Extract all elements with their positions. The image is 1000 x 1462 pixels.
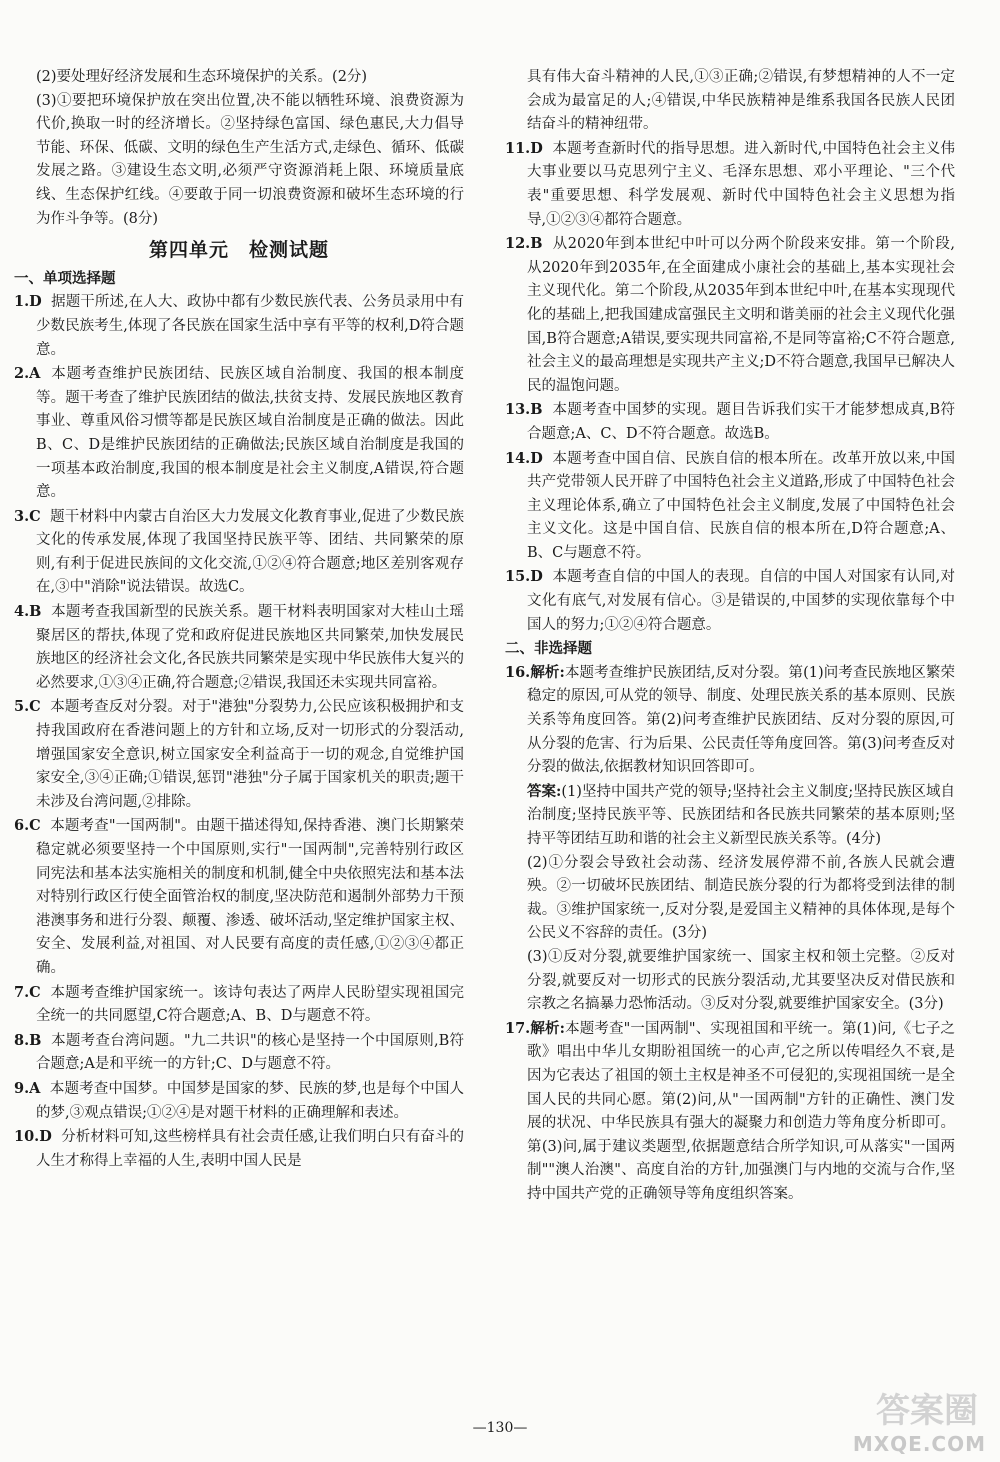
answer-text: 分析材料可知,这些榜样具有社会责任感,让我们明白只有奋斗的人生才称得上幸福的人生,表明中国人民是: [36, 1129, 465, 1169]
answer-number: 16.: [505, 663, 531, 681]
answer-item: [14, 362, 464, 505]
page-number: —130—: [472, 1420, 528, 1436]
answer-continuation: 具有伟大奋斗精神的人民,①③正确;②错误,有梦想精神的人不一定会成为最富足的人;④错误,中华民族精神是维系我国各民族人民团结奋斗的精神纽带。: [527, 69, 955, 133]
unit-title: 第四单元 检测试题: [148, 239, 329, 262]
left-column: [14, 66, 464, 1173]
section-heading: 二、非选择题: [505, 640, 592, 658]
answer-item: [14, 1077, 464, 1125]
answer-text: 本题考查中国自信、民族自信的根本所在。改革开放以来,中国共产党带领人民开辟了中国特色社会主义道路,形成了中国特色社会主义理论体系,确立了中国特色社会主义制度,发展了中国特色社会主义文化。这是中国自信、民族自信的根本所在,D符合题意;A、B、C与题意不符。: [527, 450, 956, 561]
answer-number: 6.C: [14, 817, 41, 835]
answer-paragraph: (2)①分裂会导致社会动荡、经济发展停滞不前,各族人民就会遭殃。②一切破坏民族团结、制造民族分裂的行为都将受到法律的制裁。③维护国家统一,反对分裂,是爱国主义精神的具体体现,是每个公民义不容辞的责任。(3分): [527, 854, 955, 942]
answer-number: 9.A: [14, 1079, 41, 1097]
answer-number: 13.B: [505, 401, 543, 419]
answer-number: 5.C: [14, 698, 41, 716]
intro-paragraph: (2)要处理好经济发展和生态环境保护的关系。(2分): [36, 69, 368, 85]
answer-item: [14, 600, 464, 695]
answer-item: [505, 398, 955, 446]
answer-number: 11.D: [505, 139, 543, 157]
answer-paragraph: (3)①反对分裂,就要维护国家统一、国家主权和领土完整。②反对分裂,就要反对一切形式的民族分裂活动,尤其要坚决反对借民族和宗教之名搞暴力恐怖活动。③反对分裂,就要维护国家安全。(3分): [527, 948, 955, 1013]
answer-number: 14.D: [505, 449, 543, 467]
right-column: [505, 66, 955, 1207]
answer-number: 8.B: [14, 1031, 42, 1049]
answer-text: 题干材料中内蒙古自治区大力发展文化教育事业,促进了少数民族文化的传承发展,体现了我国坚持民族平等、团结、共同繁荣的原则,有利于促进民族间的文化交流,①②④符合题意;地区差别客观存在,③中"消除"说法错误。故选C。: [36, 508, 464, 596]
answer-text: 本题考查我国新型的民族关系。题干材料表明国家对大桂山土瑶聚居区的帮扶,体现了党和政府促进民族地区共同繁荣,加快发展民族地区的经济社会文化,各民族共同繁荣是实现中华民族伟大复兴的必然要求,①③④正确,符合题意;②错误,我国还未实现共同富裕。: [36, 604, 465, 691]
answer-item: [505, 232, 955, 398]
answer-item: [505, 565, 955, 637]
answer-text: 本题考查中国梦的实现。题目告诉我们实干才能梦想成真,B符合题意;A、C、D不符合题意。故选B。: [527, 402, 956, 442]
answer-item: [14, 814, 464, 980]
answer-text: 本题考查维护国家统一。该诗句表达了两岸人民盼望实现祖国完全统一的共同愿望,C符合题意;A、B、D与题意不符。: [36, 984, 465, 1025]
answer-item: [14, 1125, 464, 1173]
answer-number: 15.D: [505, 568, 543, 586]
answer-item: [505, 447, 955, 566]
answer-text: 本题考查维护民族团结、民族区域自治制度、我国的根本制度等。题干考查了维护民族团结的做法,扶贫支持、发展民族地区教育事业、尊重风俗习惯等都是民族区域自治制度是正确的做法。因此B、C、D是维护民族团结的正确做法;民族区域自治制度是我国的一项基本政治制度,我国的根本制度是社会主义制度,A错误,符合题意。: [36, 366, 465, 501]
answer-number: 7.C: [14, 983, 41, 1001]
answer-text: 据题干所述,在人大、政协中都有少数民族代表、公务员录用中有少数民族考生,体现了各民族在国家生活中享有平等的权利,D符合题意。: [36, 294, 465, 358]
answer-text: 从2020年到本世纪中叶可以分两个阶段来安排。第一个阶段,从2020年到2035年,在全面建成小康社会的基础上,基本实现社会主义现代化。第二个阶段,从2035年到本世纪中叶,在基本实现现代化的基础上,把我国建成富强民主文明和谐美丽的社会主义现代化强国,B符合题意;A错误,要实现共同富裕,不是同等富裕;C不符合题意,社会主义的最高理想是实现共产主义;D不符合题意,我国早已解决人民的温饱问题。: [527, 236, 956, 394]
answer-number: 2.A: [14, 365, 41, 383]
answer-item: [505, 137, 955, 232]
analysis-label: 解析:: [530, 663, 565, 681]
answer-number: 1.D: [14, 293, 42, 311]
answer-label: 答案:: [527, 782, 562, 800]
intro-paragraph: (3)①要把环境保护放在突出位置,决不能以牺牲环境、浪费资源为代价,换取一时的经济增长。②坚持绿色富国、绿色惠民,大力倡导节能、环保、低碳、文明的绿色生产生活方式,走绿色、循环、低碳发展之路。③建设生态文明,必须严守资源消耗上限、环境质量底线、生态保护红线。④要敢于同一切浪费资源和破坏生态环境的行为作斗争等。(8分): [36, 92, 464, 227]
analysis-text: 本题考查"一国两制"、实现祖国和平统一。第(1)问,《七子之歌》唱出中华儿女期盼祖国统一的心声,它之所以传唱经久不衰,是因为它表达了祖国的领土主权是神圣不可侵犯的,实现祖国统一是全国人民的共同心愿。第(2)问,从"一国两制"方针的正确性、澳门发展的状况、中华民族具有强大的凝聚力和创造力等角度分析即可。第(3)问,属于建议类题型,依据题意结合所学知识,可从落实"一国两制""澳人治澳"、高度自治的方针,加强澳门与内地的交流与合作,坚持中国共产党的正确领导等角度组织答案。: [527, 1020, 955, 1202]
answer-text: 本题考查台湾问题。"九二共识"的核心是坚持一个中国原则,B符合题意;A是和平统一的方针;C、D与题意不符。: [36, 1032, 465, 1073]
answer-number: 10.D: [14, 1128, 52, 1146]
answer-item: [14, 981, 464, 1029]
answer-paragraph: [505, 780, 955, 852]
answer-number: 17.: [505, 1019, 531, 1037]
answer-text: 本题考查自信的中国人的表现。自信的中国人对国家有认同,对文化有底气,对发展有信心。③是错误的,中国梦的实现依靠每个中国人的努力;①②④符合题意。: [527, 569, 956, 633]
section-heading: 一、单项选择题: [14, 269, 116, 287]
answer-text: 本题考查反对分裂。对于"港独"分裂势力,公民应该积极拥护和支持我国政府在香港问题上的方针和立场,反对一切形式的分裂活动,增强国家安全意识,树立国家安全利益高于一切的观念,自觉维护国家安全,③④正确;①错误,惩罚"港独"分子属于国家机关的职责;题干未涉及台湾问题,②排除。: [36, 699, 465, 810]
answer-text: (1)坚持中国共产党的领导;坚持社会主义制度;坚持民族区域自治制度;坚持民族平等、民族团结和各民族共同繁荣的基本原则;坚持平等团结互助和谐的社会主义新型民族关系等。(4分): [527, 783, 956, 847]
watermark-logo: 答案圈: [876, 1391, 978, 1431]
answer-item: [14, 290, 464, 362]
answer-item: [14, 505, 464, 600]
answer-number: 3.C: [14, 507, 41, 525]
answer-number: 12.B: [505, 235, 543, 253]
answer-item: [14, 695, 464, 814]
analysis-text: 本题考查维护民族团结,反对分裂。第(1)问考查民族地区繁荣稳定的原因,可从党的领导、制度、处理民族关系的基本原则、民族关系等角度回答。第(2)问考查维护民族团结、反对分裂的原因,可从分裂的危害、行为后果、公民责任等角度回答。第(3)问考查反对分裂的做法,依据教材知识回答即可。: [527, 664, 955, 776]
answer-number: 4.B: [14, 603, 42, 621]
answer-item: [505, 1017, 955, 1207]
answer-item: [14, 1029, 464, 1077]
answer-item: [505, 661, 955, 780]
analysis-label: 解析:: [530, 1019, 565, 1037]
answer-text: 本题考查中国梦。中国梦是国家的梦、民族的梦,也是每个中国人的梦,③观点错误;①②④是对题干材料的正确理解和表述。: [36, 1080, 465, 1121]
answer-text: 本题考查新时代的指导思想。进入新时代,中国特色社会主义伟大事业要以马克思列宁主义、毛泽东思想、邓小平理论、"三个代表"重要思想、科学发展观、新时代中国特色社会主义思想为指导,①②③④都符合题意。: [527, 140, 956, 228]
watermark-url: MXQE.COM: [852, 1432, 986, 1456]
answer-text: 本题考查"一国两制"。由题干描述得知,保持香港、澳门长期繁荣稳定就必须要坚持一个中国原则,实行"一国两制",完善特别行政区同宪法和基本法实施相关的制度和机制,健全中央依照宪法和基本法对特别行政区行使全面管治权的制度,坚决防范和遏制外部势力干预港澳事务和进行分裂、颠覆、渗透、破坏活动,坚定维护国家主权、安全、发展利益,对祖国、对人民要有高度的责任感,①②③④都正确。: [36, 818, 465, 976]
